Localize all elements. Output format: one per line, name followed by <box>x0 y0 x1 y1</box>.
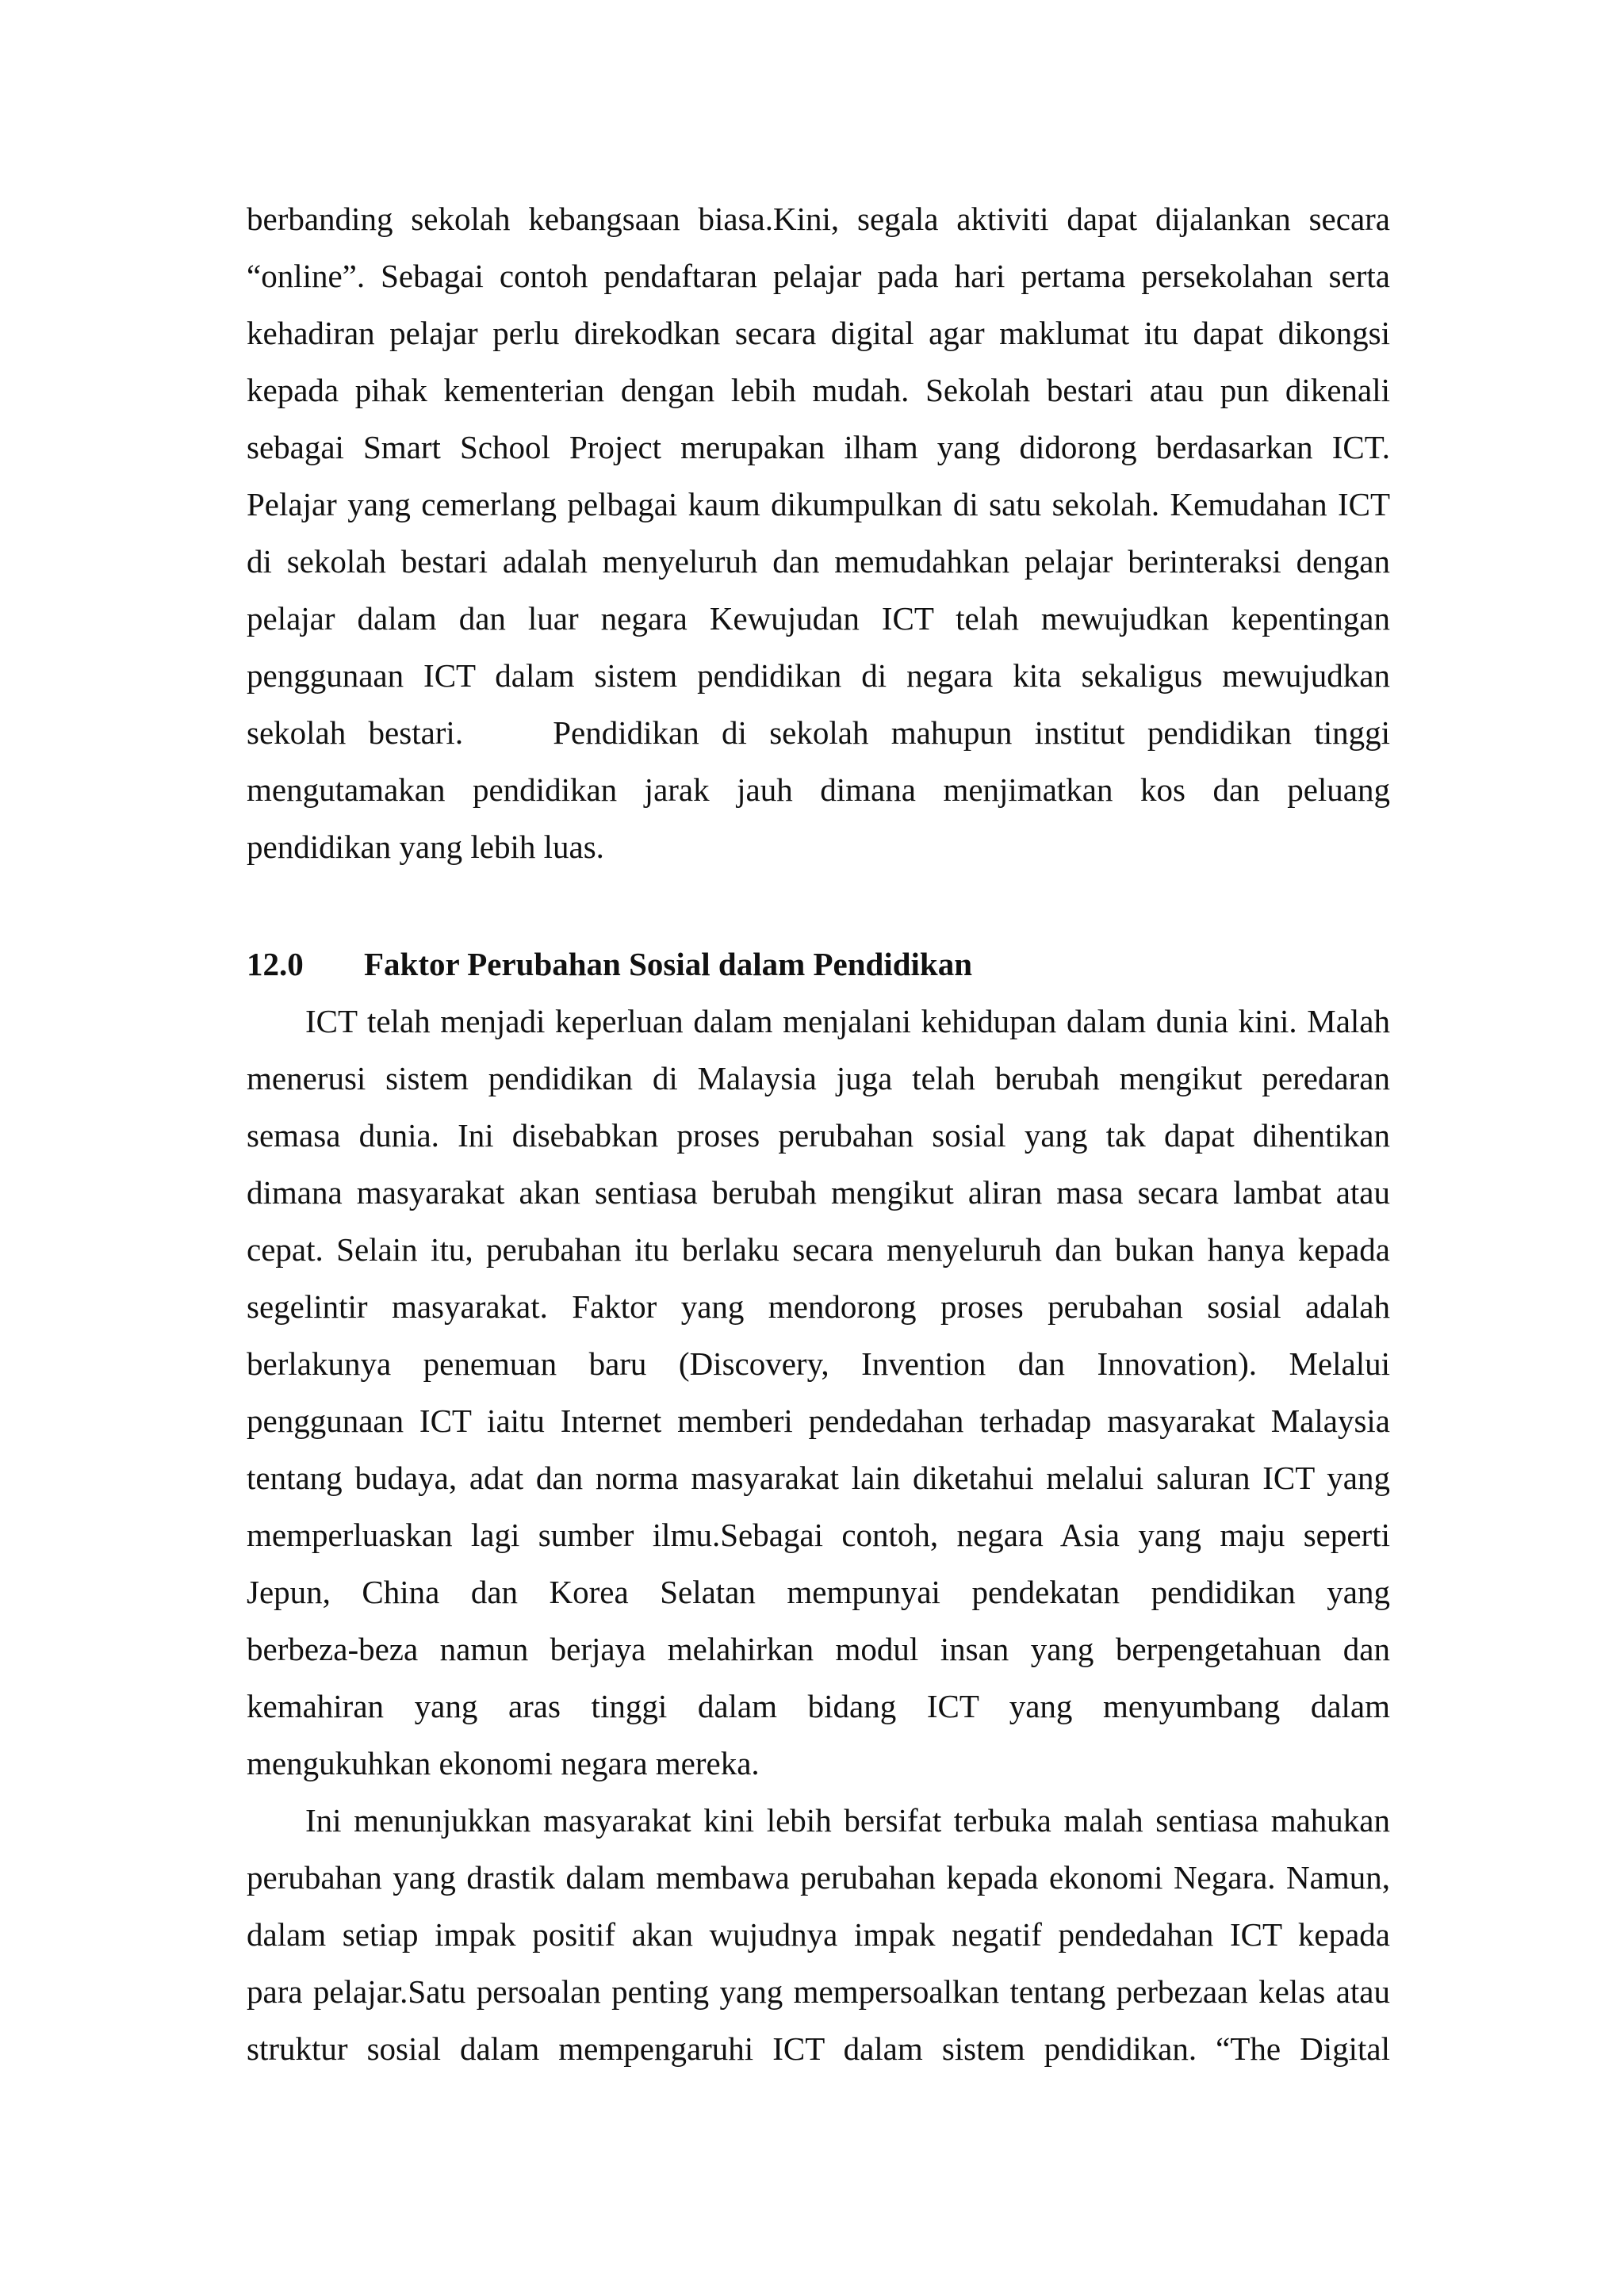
text-line: mengutamakan pendidikan jarak jauh dimana menjimatkan kos dan peluang <box>247 771 1390 808</box>
text-line: kepada pihak kementerian dengan lebih mudah. Sekolah bestari atau pun dikenali <box>247 372 1390 408</box>
text-line: dimana masyarakat akan sentiasa berubah mengikut aliran masa secara lambat atau <box>247 1174 1390 1211</box>
text-line: berbeza-beza namun berjaya melahirkan modul insan yang berpengetahuan dan <box>247 1631 1390 1667</box>
text-line: dalam setiap impak positif akan wujudnya impak negatif pendedahan ICT kepada <box>247 1916 1390 1953</box>
text-line: di sekolah bestari adalah menyeluruh dan memudahkan pelajar berinteraksi dengan <box>247 543 1390 580</box>
section-spacer <box>247 875 1390 932</box>
paragraph-1 <box>247 993 1390 1792</box>
text-line: ICT telah menjadi keperluan dalam menjalani kehidupan dalam dunia kini. Malah <box>305 1003 1390 1039</box>
text-line: menerusi sistem pendidikan di Malaysia juga telah berubah mengikut peredaran <box>247 1060 1390 1096</box>
document-body <box>247 190 1390 2077</box>
text-line: para pelajar.Satu persoalan penting yang mempersoalkan tentang perbezaan kelas atau <box>247 1973 1390 2010</box>
text-line: sekolah bestari. Pendidikan di sekolah mahupun institut pendidikan tinggi <box>247 714 1390 751</box>
section-heading <box>247 936 1390 993</box>
text-line: tentang budaya, adat dan norma masyarakat lain diketahui melalui saluran ICT yang <box>247 1460 1390 1496</box>
text-line: “online”. Sebagai contoh pendaftaran pelajar pada hari pertama persekolahan serta <box>247 258 1390 294</box>
text-line: penggunaan ICT iaitu Internet memberi pendedahan terhadap masyarakat Malaysia <box>247 1402 1390 1439</box>
text-line: Jepun, China dan Korea Selatan mempunyai pendekatan pendidikan yang <box>247 1574 1390 1610</box>
text-line: pendidikan yang lebih luas. <box>247 828 604 865</box>
paragraph-2 <box>247 1792 1390 2077</box>
text-line: berbanding sekolah kebangsaan biasa.Kini, segala aktiviti dapat dijalankan secara <box>247 201 1390 237</box>
text-line: berlakunya penemuan baru (Discovery, Invention dan Innovation). Melalui <box>247 1345 1390 1382</box>
paragraph-intro <box>247 190 1390 875</box>
text-line: sebagai Smart School Project merupakan ilham yang didorong berdasarkan ICT. <box>247 429 1390 465</box>
text-line: mengukuhkan ekonomi negara mereka. <box>247 1745 760 1781</box>
text-line: struktur sosial dalam mempengaruhi ICT dalam sistem pendidikan. “The Digital <box>247 2030 1390 2067</box>
section-title: Faktor Perubahan Sosial dalam Pendidikan <box>364 946 973 982</box>
text-line: Pelajar yang cemerlang pelbagai kaum dikumpulkan di satu sekolah. Kemudahan ICT <box>247 486 1390 522</box>
text-line: pelajar dalam dan luar negara Kewujudan ICT telah mewujudkan kepentingan <box>247 600 1390 637</box>
text-line: kehadiran pelajar perlu direkodkan secara digital agar maklumat itu dapat dikongsi <box>247 315 1390 351</box>
text-line: memperluaskan lagi sumber ilmu.Sebagai contoh, negara Asia yang maju seperti <box>247 1517 1390 1553</box>
section-number: 12.0 <box>247 946 304 982</box>
text-line: Ini menunjukkan masyarakat kini lebih bersifat terbuka malah sentiasa mahukan <box>305 1802 1390 1839</box>
text-line: cepat. Selain itu, perubahan itu berlaku secara menyeluruh dan bukan hanya kepada <box>247 1231 1390 1268</box>
text-line: semasa dunia. Ini disebabkan proses perubahan sosial yang tak dapat dihentikan <box>247 1117 1390 1154</box>
text-line: perubahan yang drastik dalam membawa perubahan kepada ekonomi Negara. Namun, <box>247 1859 1390 1896</box>
text-line: penggunaan ICT dalam sistem pendidikan di negara kita sekaligus mewujudkan <box>247 657 1390 694</box>
text-line: segelintir masyarakat. Faktor yang mendorong proses perubahan sosial adalah <box>247 1288 1390 1325</box>
text-line: kemahiran yang aras tinggi dalam bidang ICT yang menyumbang dalam <box>247 1688 1390 1724</box>
